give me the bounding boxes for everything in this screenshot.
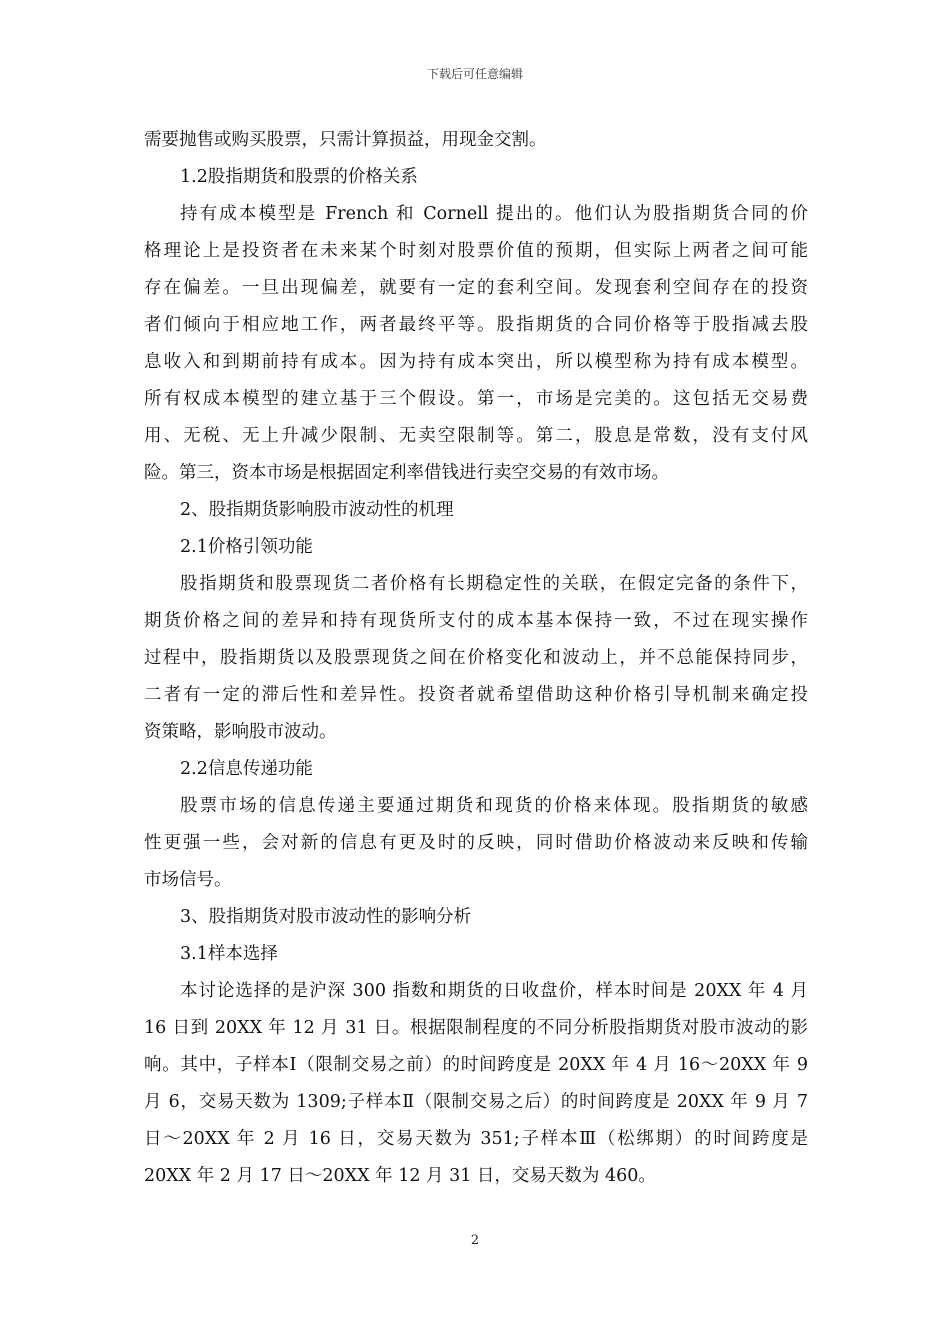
section-heading: 3、股指期货对股市波动性的影响分析	[180, 907, 472, 927]
body-text-line: 险。第三，资本市场是根据固定利率借钱进行卖空交易的有效市场。	[144, 463, 669, 483]
section-heading: 2、股指期货影响股市波动性的机理	[180, 500, 454, 520]
body-text-line: 持有成本模型是 French 和 Cornell 提出的。他们认为股指期货合同的价	[180, 204, 808, 224]
body-text-line: 需要抛售或购买股票，只需计算损益，用现金交割。	[144, 130, 547, 150]
body-text-line: 本讨论选择的是沪深 300 指数和期货的日收盘价，样本时间是 20XX 年 4 月	[180, 981, 808, 1001]
page-number: 2	[470, 1233, 480, 1248]
body-text-line: 性更强一些，会对新的信息有更及时的反映，同时借助价格波动来反映和传输	[144, 833, 808, 853]
page-header: 下载后可任意编辑	[426, 67, 523, 81]
body-text-line: 用、无税、无上升减少限制、无卖空限制等。第二，股息是常数，没有支付风	[144, 426, 808, 446]
section-heading: 3.1样本选择	[180, 944, 278, 964]
section-heading: 2.1价格引领功能	[180, 537, 313, 557]
body-text-line: 二者有一定的滞后性和差异性。投资者就希望借助这种价格引导机制来确定投	[144, 685, 808, 705]
body-text-line: 期货价格之间的差异和持有现货所支付的成本基本保持一致，不过在现实操作	[144, 611, 808, 631]
body-text-line: 股票市场的信息传递主要通过期货和现货的价格来体现。股指期货的敏感	[180, 796, 808, 816]
body-text-line: 20XX 年 2 月 17 日～20XX 年 12 月 31 日，交易天数为 460。	[144, 1166, 656, 1186]
body-text-line: 16 日到 20XX 年 12 月 31 日。根据限制程度的不同分析股指期货对股市波动的影	[144, 1018, 808, 1038]
body-text-line: 所有权成本模型的建立基于三个假设。第一，市场是完美的。这包括无交易费	[144, 389, 808, 409]
body-text-line: 格理论上是投资者在未来某个时刻对股票价值的预期，但实际上两者之间可能	[144, 241, 808, 261]
body-text-line: 股指期货和股票现货二者价格有长期稳定性的关联，在假定完备的条件下，	[180, 574, 808, 594]
section-heading: 1.2股指期货和股票的价格关系	[180, 167, 418, 187]
body-text-line: 响。其中，子样本Ⅰ（限制交易之前）的时间跨度是 20XX 年 4 月 16～20XX 年 9	[144, 1055, 808, 1075]
body-text-line: 息收入和到期前持有成本。因为持有成本突出，所以模型称为持有成本模型。	[144, 352, 808, 372]
document-body	[144, 122, 808, 1195]
body-text-line: 存在偏差。一旦出现偏差，就要有一定的套利空间。发现套利空间存在的投资	[144, 278, 808, 298]
body-text-line: 者们倾向于相应地工作，两者最终平等。股指期货的合同价格等于股指减去股	[144, 315, 808, 335]
body-text-line: 日～20XX 年 2 月 16 日，交易天数为 351;子样本Ⅲ（松绑期）的时间跨度是	[144, 1129, 808, 1149]
body-text-line: 过程中，股指期货以及股票现货之间在价格变化和波动上，并不总能保持同步，	[144, 648, 808, 668]
body-text-line: 资策略，影响股市波动。	[144, 722, 337, 742]
body-text-line: 市场信号。	[144, 870, 232, 890]
section-heading: 2.2信息传递功能	[180, 759, 313, 779]
body-text-line: 月 6，交易天数为 1309;子样本Ⅱ（限制交易之后）的时间跨度是 20XX 年 9 月 7	[144, 1092, 808, 1112]
